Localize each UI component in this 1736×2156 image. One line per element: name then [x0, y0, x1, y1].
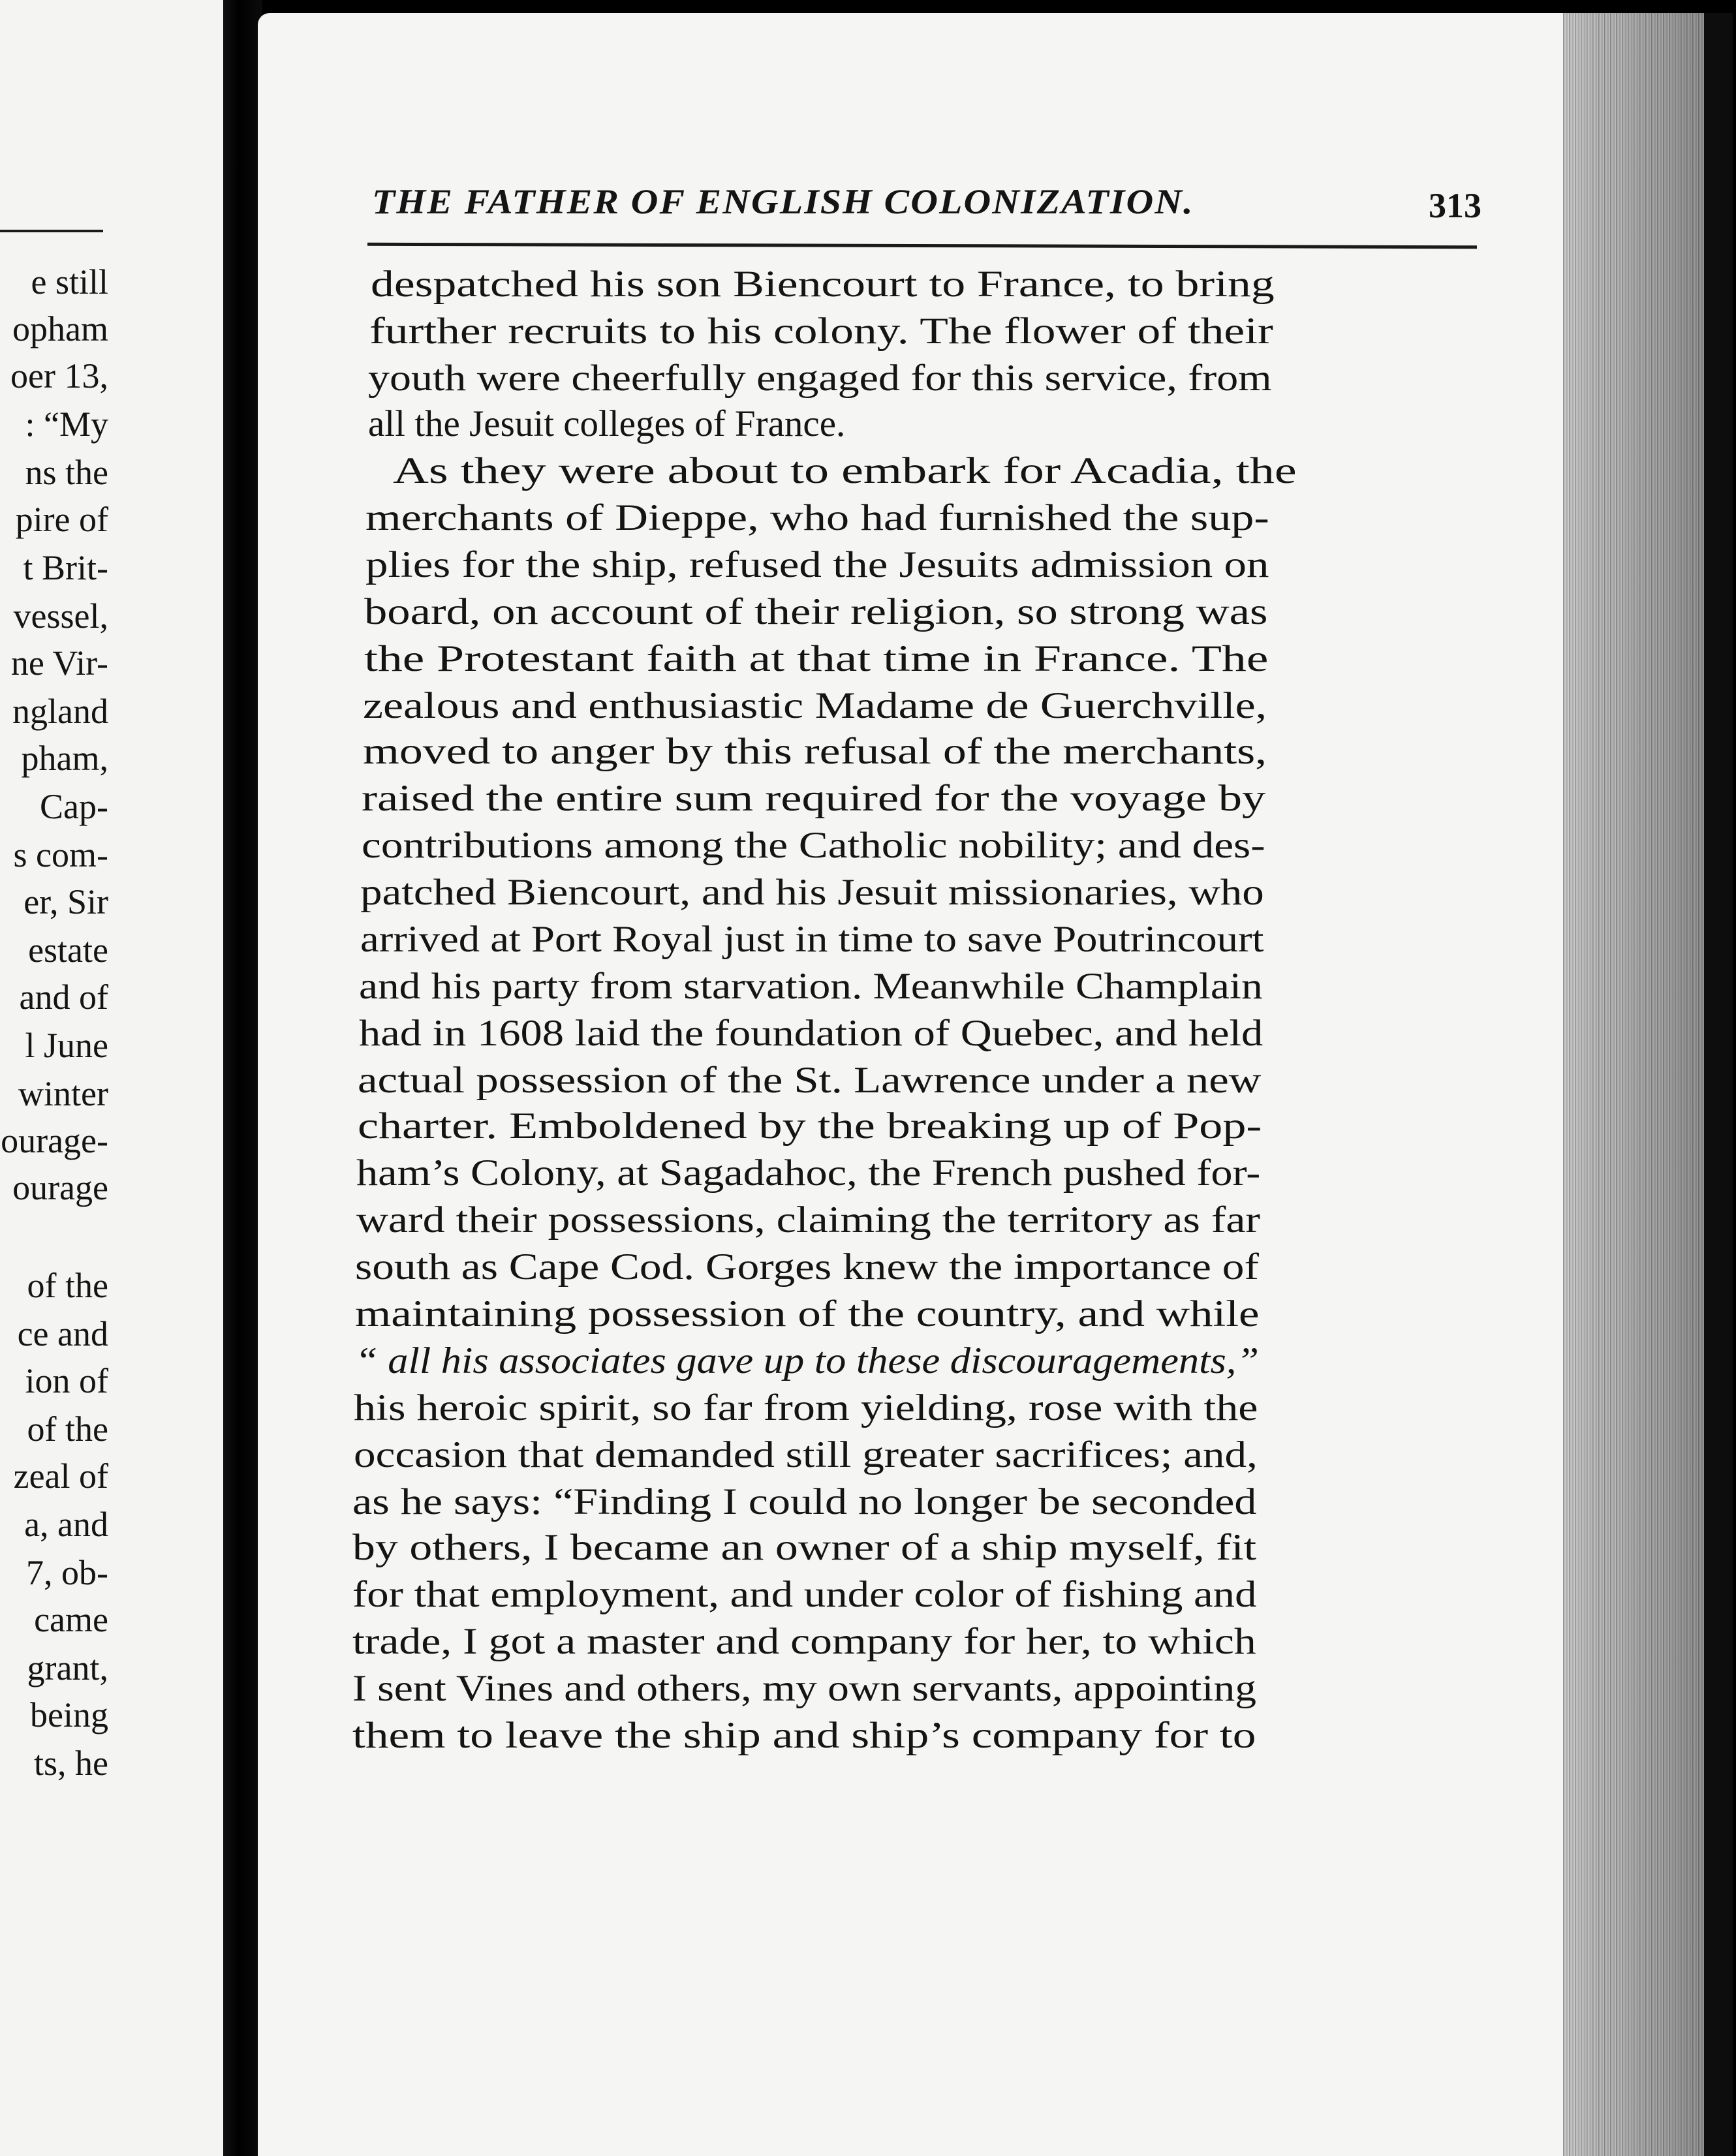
- previous-page-fragment: pham,: [21, 739, 108, 778]
- text-line: ward their possessions, claiming the territory as far: [356, 1199, 1260, 1240]
- text-line: trade, I got a master and company for her, to which: [352, 1621, 1256, 1662]
- text-line: contributions among the Catholic nobility; and des-: [362, 825, 1265, 866]
- previous-page-fragment: er, Sir: [23, 882, 108, 921]
- text-line: for that employment, and under color of fishing and: [352, 1574, 1257, 1615]
- previous-page-fragment: vessel,: [13, 596, 108, 636]
- previous-page-fragment: ngland: [12, 692, 108, 731]
- previous-page-fragment: of the: [27, 1409, 108, 1449]
- text-line: actual possession of the St. Lawrence under a new: [358, 1060, 1262, 1101]
- text-line: patched Biencourt, and his Jesuit missionaries, who: [360, 872, 1264, 913]
- text-line: by others, I became an owner of a ship myself, fit: [352, 1527, 1257, 1568]
- previous-page-fragment: of the: [27, 1266, 108, 1305]
- text-line: and his party from starvation. Meanwhile Champlain: [359, 966, 1263, 1007]
- previous-page-fragment: winter: [18, 1074, 108, 1113]
- text-line: zealous and enthusiastic Madame de Guerchville,: [363, 685, 1267, 726]
- header-rule: [367, 243, 1477, 249]
- previous-page-edge: [0, 0, 223, 2156]
- previous-page-fragment: l June: [25, 1026, 108, 1065]
- previous-page-fragment: : “My: [25, 405, 108, 444]
- running-title: THE FATHER OF ENGLISH COLONIZATION.: [372, 182, 1194, 221]
- book-gutter: [223, 0, 262, 2156]
- text-line: I sent Vines and others, my own servants, appointing: [352, 1668, 1257, 1709]
- text-line: youth were cheerfully engaged for this service, from: [368, 358, 1272, 399]
- previous-page-fragment: opham: [12, 309, 108, 348]
- previous-page-fragment: a, and: [24, 1505, 108, 1544]
- text-line: the Protestant faith at that time in France. The: [364, 638, 1269, 679]
- previous-page-fragment: s com-: [13, 835, 108, 874]
- previous-page-header-rule: [0, 230, 103, 232]
- text-line: despatched his son Biencourt to France, to bring: [371, 264, 1275, 305]
- text-line: occasion that demanded still greater sacrifices; and,: [354, 1434, 1258, 1475]
- previous-page-fragment: Cap-: [40, 787, 108, 826]
- text-line: as he says: “Finding I could no longer be seconded: [352, 1481, 1257, 1522]
- text-line: them to leave the ship and ship’s company for to: [352, 1715, 1256, 1756]
- text-line: had in 1608 laid the foundation of Quebec, and held: [359, 1013, 1263, 1054]
- text-line: plies for the ship, refused the Jesuits admission on: [365, 544, 1269, 585]
- text-line: charter. Emboldened by the breaking up of Pop-: [358, 1105, 1262, 1147]
- previous-page-fragment: came: [34, 1600, 108, 1639]
- text-line: moved to anger by this refusal of the merchants,: [363, 731, 1267, 772]
- previous-page-fragment: ne Vir-: [10, 643, 108, 683]
- previous-page-fragment: and of: [19, 978, 108, 1017]
- text-line: his heroic spirit, so far from yielding, rose with the: [354, 1387, 1258, 1428]
- previous-page-fragment: ion of: [25, 1361, 108, 1400]
- previous-page-fragment: 7, ob-: [26, 1553, 108, 1592]
- text-line-quoted: “ all his associates gave up to these discouragements,”: [355, 1340, 1260, 1381]
- previous-page-fragment: pire of: [15, 500, 108, 539]
- text-line: arrived at Port Royal just in time to save Poutrincourt: [360, 919, 1264, 960]
- text-line: ham’s Colony, at Sagadahoc, the French pushed for-: [356, 1152, 1261, 1194]
- page-number: 313: [1429, 186, 1481, 225]
- previous-page-fragment: estate: [28, 931, 108, 970]
- previous-page-fragment: e still: [31, 262, 108, 301]
- text-line: merchants of Dieppe, who had furnished the sup-: [365, 497, 1269, 538]
- scan-border: [1704, 13, 1733, 2156]
- previous-page-fragment: ts, he: [34, 1744, 108, 1783]
- text-line: all the Jesuit colleges of France.: [368, 403, 846, 444]
- text-line: As they were about to embark for Acadia, the: [393, 450, 1297, 491]
- text-line: further recruits to his colony. The flower of their: [369, 311, 1273, 352]
- text-line: board, on account of their religion, so strong was: [364, 591, 1268, 632]
- text-line: south as Cape Cod. Gorges knew the importance of: [355, 1246, 1259, 1287]
- previous-page-fragment: ce and: [17, 1314, 108, 1353]
- running-header: [372, 181, 1481, 234]
- previous-page-fragment: ourage: [12, 1168, 108, 1207]
- previous-page-fragment: ourage-: [1, 1121, 108, 1160]
- text-line: maintaining possession of the country, and while: [355, 1293, 1260, 1334]
- previous-page-fragment: oer 13,: [10, 356, 108, 395]
- previous-page-fragment: grant,: [27, 1648, 108, 1687]
- previous-page-fragment: being: [30, 1695, 108, 1734]
- text-line: raised the entire sum required for the voyage by: [362, 778, 1266, 819]
- current-page: [258, 13, 1733, 2156]
- previous-page-fragment: ns the: [25, 453, 108, 492]
- previous-page-fragment: zeal of: [13, 1456, 108, 1496]
- previous-page-fragment: t Brit-: [23, 548, 108, 587]
